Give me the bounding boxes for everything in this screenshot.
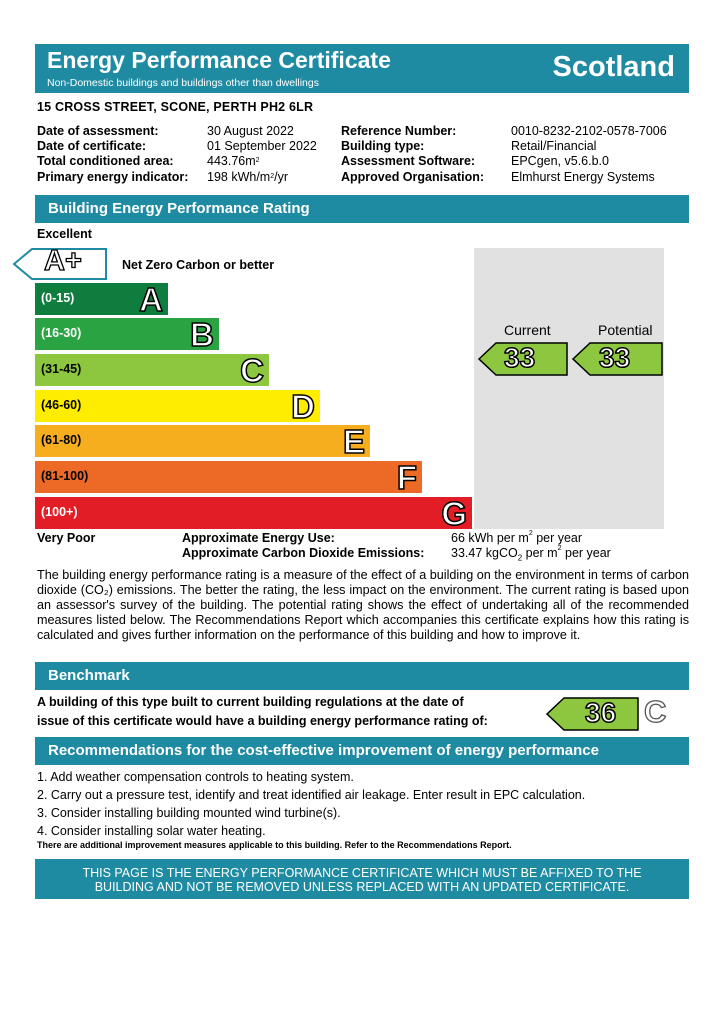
detail-label: Approved Organisation: xyxy=(341,169,485,184)
benchmark-heading xyxy=(35,662,689,690)
current-rating-value: 33 xyxy=(504,342,536,373)
recommendations-heading xyxy=(35,737,689,765)
details-left-values xyxy=(207,124,317,185)
energy-use-value: 66 kWh per $m^2$ per year xyxy=(451,530,583,545)
detail-value: 198 kWh/$m^2/yr$ xyxy=(207,169,289,184)
detail-value: 01 September 2022 xyxy=(207,139,317,154)
excellent-label: Excellent xyxy=(37,227,92,241)
benchmark-letter: C xyxy=(644,694,667,729)
detail-value: Retail/Financial xyxy=(511,139,597,154)
list-item: 3. Consider installing building mounted wind turbine(s). xyxy=(37,806,341,820)
benchmark-heading-text: Benchmark xyxy=(48,667,130,684)
property-address: 15 CROSS STREET, SCONE, PERTH PH2 6LR xyxy=(37,100,314,114)
rating-section-heading xyxy=(35,195,689,223)
co2-label: Approximate Carbon Dioxide Emissions: xyxy=(182,546,425,560)
rating-description: The building energy performance rating is a measure of the effect of a building on the environment in terms of carbon dioxide (CO₂) emissions. The better the rating, the less impact on the environment. The current rating is based upon an assessor's survey of the building. The potential rating shows the effect of undertaking all of the recommended measures listed below. The Recommendations Report which accompanies this certificate explains how this rating is calculated and gives further information on the performance of this building and how to improve it. xyxy=(37,568,689,642)
detail-label: Date of certificate: xyxy=(37,139,147,154)
band-e: (61-80) E xyxy=(35,425,370,457)
rating-heading-text: Building Energy Performance Rating xyxy=(48,200,310,217)
footer-line-1: THIS PAGE IS THE ENERGY PERFORMANCE CERTIFICATE WHICH MUST BE AFFIXED TO THE xyxy=(82,866,642,880)
list-item: 1. Add weather compensation controls to heating system. xyxy=(37,770,354,784)
recommendations-note: There are additional improvement measures applicable to this building. Refer to the Recommendations Report. xyxy=(37,840,512,850)
detail-value: 0010-8232-2102-0578-7006 xyxy=(511,124,667,138)
recommendations-heading-text: Recommendations for the cost-effective improvement of energy performance xyxy=(48,742,599,759)
certificate-header xyxy=(35,44,689,93)
region-label: Scotland xyxy=(552,51,675,83)
detail-label: Building type: xyxy=(341,139,425,154)
detail-value: Elmhurst Energy Systems xyxy=(511,169,655,184)
band-g: (100+) G xyxy=(35,497,472,529)
benchmark-line-1: A building of this type built to current building regulations at the date of xyxy=(37,695,464,709)
certificate-subtitle: Non-Domestic buildings and buildings other than dwellings xyxy=(47,77,319,89)
detail-label: Assessment Software: xyxy=(341,154,476,169)
benchmark-value: 36 xyxy=(585,697,617,728)
detail-label: Total conditioned area: xyxy=(37,154,174,169)
recommendations-list xyxy=(37,768,585,840)
detail-label: Primary energy indicator: xyxy=(37,169,189,184)
band-c: (31-45) C xyxy=(35,354,269,386)
very-poor-label: Very Poor xyxy=(37,531,96,545)
band-d: (46-60) D xyxy=(35,390,320,422)
details-left-labels xyxy=(37,124,188,185)
potential-rating-value: 33 xyxy=(599,342,631,373)
potential-label: Potential xyxy=(598,322,653,338)
benchmark-line-2: issue of this certificate would have a building energy performance rating of: xyxy=(37,714,488,728)
net-zero-letter: A+ xyxy=(44,245,82,277)
band-b: (16-30) B xyxy=(35,318,219,350)
details-right-values xyxy=(511,124,667,185)
list-item: 4. Consider installing solar water heating. xyxy=(37,824,266,838)
list-item: 2. Carry out a pressure test, identify and treat identified air leakage. Enter result in EPC calculation. xyxy=(37,788,586,802)
energy-use-label: Approximate Energy Use: xyxy=(182,531,335,545)
detail-value: 30 August 2022 xyxy=(207,124,294,138)
detail-label: Reference Number: xyxy=(341,124,457,138)
certificate-footer xyxy=(35,859,689,899)
detail-value: $443.76m^2$ xyxy=(207,154,260,169)
co2-value: 33.47 kgCO$_2$ per $m^2$ per year xyxy=(451,545,611,563)
detail-value: EPCgen, v5.6.b.0 xyxy=(511,154,609,169)
detail-label: Date of assessment: xyxy=(37,124,159,138)
band-a: (0-15) A xyxy=(35,283,168,315)
certificate-title: Energy Performance Certificate xyxy=(47,47,391,73)
net-zero-label: Net Zero Carbon or better xyxy=(122,258,275,272)
rating-panel xyxy=(474,248,664,529)
details-right-labels xyxy=(341,124,484,185)
current-label: Current xyxy=(504,322,551,338)
footer-line-2: BUILDING AND NOT BE REMOVED UNLESS REPLACED WITH AN UPDATED CERTIFICATE. xyxy=(94,880,630,894)
band-f: (81-100) F xyxy=(35,461,422,493)
